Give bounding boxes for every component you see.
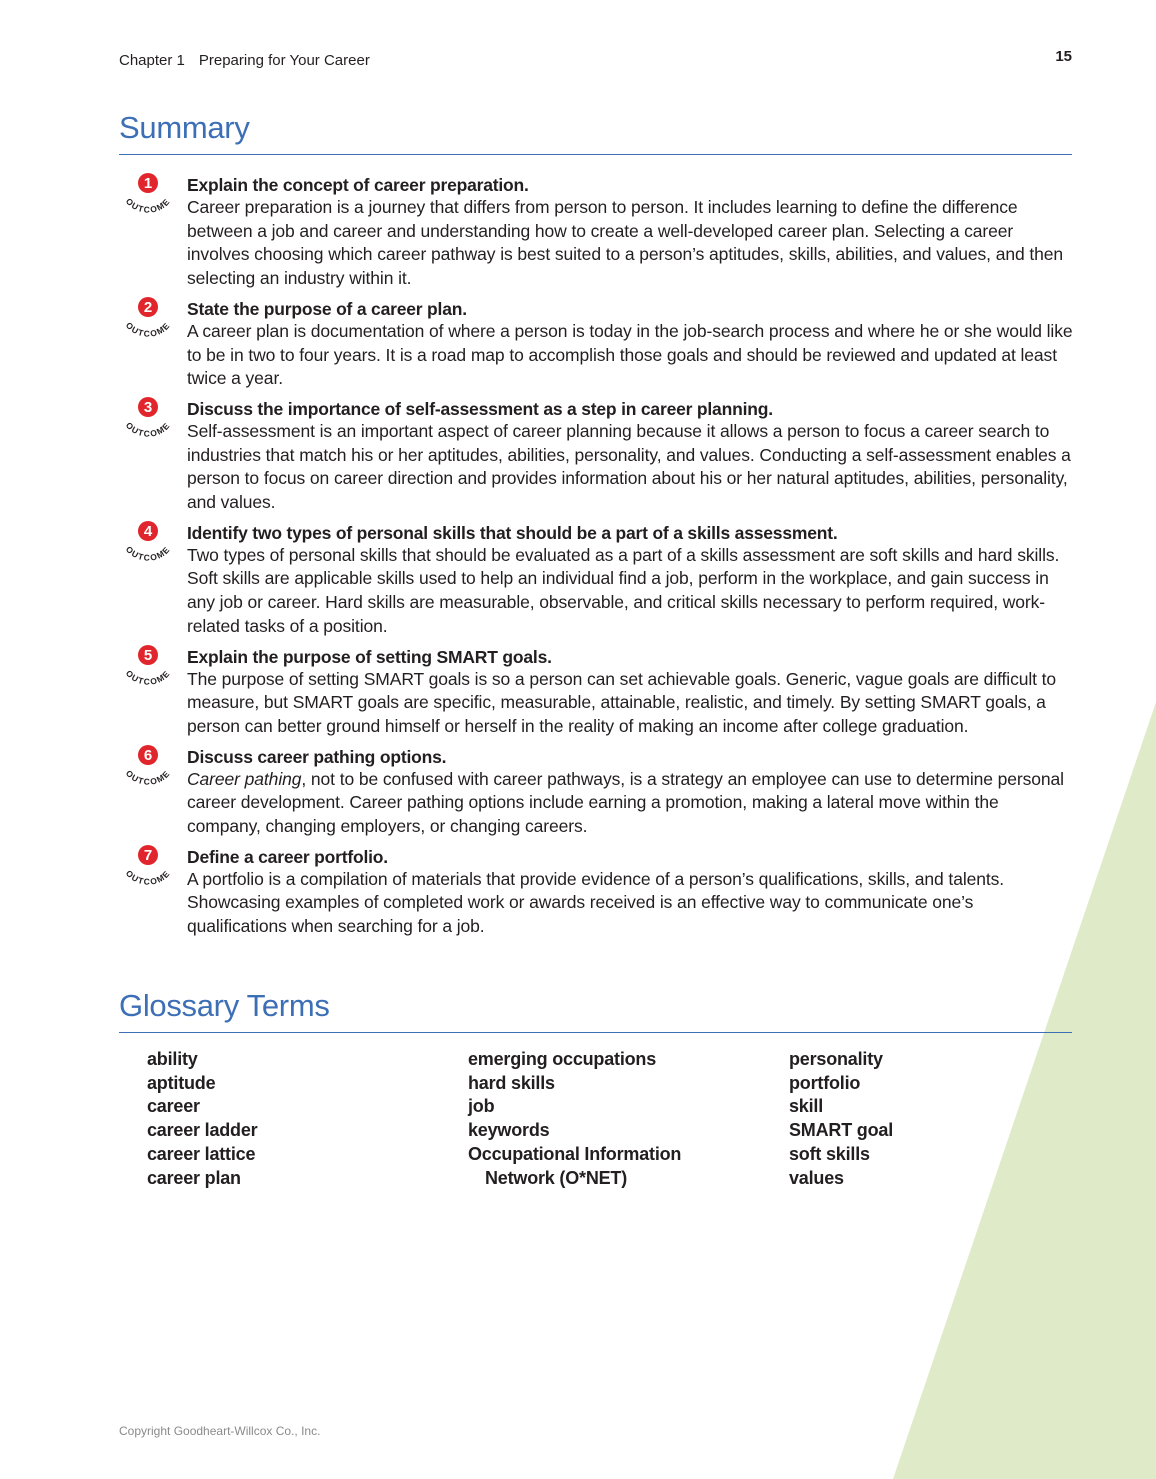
outcome-number: 5 — [143, 646, 153, 664]
outcome-badge-icon — [119, 396, 177, 440]
outcome-number: 3 — [143, 398, 153, 416]
outcome-body: Self-assessment is an important aspect of career planning because it allows a person to focus a career search to industries that match his or her aptitudes, abilities, personality, and values. Conducting a self-assessment enables a person to focus on career direction and provides information about his or her natural aptitudes, abilities, personality, and values. — [187, 420, 1071, 513]
outcome-badge-label: OUTCOME — [123, 196, 173, 215]
outcome-heading: Define a career portfolio. — [187, 846, 388, 867]
glossary-term: career lattice — [147, 1143, 256, 1164]
outcome-badge-label: OUTCOME — [123, 543, 173, 563]
outcome-body: Two types of personal skills that should be evaluated as a part of a skills assessment are soft skills and hard skills. Soft skills are applicable skills used to help an individual find a job, perform in the workplace, and gain success in any job or career. Hard skills are measurable, observable, and critical skills necessary to perform required, work-related tasks of a position. — [187, 544, 1060, 636]
outcome-heading: Explain the purpose of setting SMART goals. — [187, 646, 552, 667]
glossary-term: career — [147, 1096, 200, 1117]
outcome-heading: State the purpose of a career plan. — [187, 298, 467, 319]
outcome-heading: Discuss the importance of self-assessment as a step in career planning. — [187, 398, 773, 419]
glossary-term: values — [789, 1167, 844, 1188]
glossary-term: Occupational Information — [468, 1143, 682, 1164]
outcome-number: 6 — [143, 746, 153, 764]
glossary-term-continued — [468, 1167, 681, 1191]
outcome-heading: Discuss career pathing options. — [187, 746, 447, 767]
outcome-number: 7 — [143, 846, 153, 864]
outcome-number: 4 — [143, 522, 153, 540]
outcome-body-term: Career pathing — [187, 768, 302, 789]
outcome-badge-icon — [119, 844, 177, 888]
outcome-number: 1 — [143, 175, 153, 192]
summary-heading: Summary — [119, 110, 1072, 155]
outcome-badge-label: OUTCOME — [123, 767, 173, 787]
glossary-term: SMART goal — [789, 1120, 893, 1141]
outcome-badge-label: OUTCOME — [123, 667, 173, 687]
page-number: 15 — [1055, 48, 1072, 65]
glossary-term-indent: Network (O*NET) — [485, 1167, 628, 1188]
glossary-term: ability — [147, 1049, 198, 1069]
glossary-term: skill — [789, 1096, 824, 1117]
outcome-body: A portfolio is a compilation of materials that provide evidence of a person’s qualifications, skills, and talents. Showcasing examples of completed work or awards received is an effective way to communicate one’s qualifications when searching for a job. — [187, 868, 1005, 937]
outcome-badge-icon — [119, 172, 177, 216]
glossary-term: personality — [789, 1049, 883, 1069]
glossary-column — [789, 1048, 893, 1190]
outcome-body — [187, 768, 1074, 839]
glossary-term: portfolio — [789, 1072, 861, 1093]
outcome-body-text: , not to be confused with career pathways, is a strategy an employee can use to determine personal career development. Career pathing options include earning a promotion, making a lateral move within the company, changing employers, or changing careers. — [187, 768, 1064, 837]
glossary-column — [147, 1048, 257, 1190]
glossary-term: soft skills — [789, 1143, 870, 1164]
outcome-body: Career preparation is a journey that differs from person to person. It includes learning to define the difference between a job and career and understanding how to create a well-developed career plan. Selecting a career involves choosing which career pathway is best suited to a person’s aptitudes, skills, abilities, and values, and then selecting an industry within it. — [187, 197, 1064, 289]
chapter-label: Chapter 1 — [119, 52, 185, 69]
outcome-item — [119, 174, 1074, 291]
glossary-column — [468, 1048, 681, 1190]
glossary-heading: Glossary Terms — [119, 988, 1072, 1033]
outcome-item — [119, 522, 1074, 639]
copyright-notice: Copyright Goodheart-Willcox Co., Inc. — [119, 1424, 321, 1438]
outcome-item — [119, 398, 1074, 515]
outcome-badge-icon — [119, 296, 177, 340]
outcome-badge-icon — [119, 744, 177, 788]
glossary-term: hard skills — [468, 1072, 555, 1093]
glossary-term: emerging occupations — [468, 1049, 657, 1069]
glossary-term: aptitude — [147, 1072, 216, 1093]
outcome-number: 2 — [143, 298, 153, 316]
outcome-body: A career plan is documentation of where a person is today in the job-search process and where he or she would like to be in two to four years. It is a road map to accomplish those goals and should be reviewed and updated at least twice a year. — [187, 320, 1073, 389]
outcome-badge-label: OUTCOME — [123, 319, 173, 339]
running-head — [119, 52, 370, 69]
outcome-heading: Explain the concept of career preparation. — [187, 175, 529, 195]
outcomes-list — [119, 174, 1074, 946]
glossary-term: career plan — [147, 1167, 241, 1188]
outcome-badge-label: OUTCOME — [123, 419, 173, 439]
outcome-item — [119, 746, 1074, 839]
outcome-badge-icon — [119, 520, 177, 564]
glossary-term: career ladder — [147, 1120, 258, 1141]
outcome-body: The purpose of setting SMART goals is so a person can set achievable goals. Generic, vague goals are difficult to measure, but SMART goals are specific, measurable, attainable, realistic, and timely. By setting SMART goals, a person can better ground himself or herself in the reality of making an income after college graduation. — [187, 668, 1057, 736]
glossary-term: job — [468, 1096, 495, 1117]
outcome-item — [119, 846, 1074, 939]
outcome-badge-icon — [119, 644, 177, 688]
glossary-term: keywords — [468, 1120, 550, 1141]
outcome-heading: Identify two types of personal skills that should be a part of a skills assessment. — [187, 522, 838, 543]
chapter-title: Preparing for Your Career — [198, 52, 370, 69]
outcome-item — [119, 298, 1074, 391]
outcome-item — [119, 646, 1074, 739]
outcome-badge-label: OUTCOME — [123, 867, 173, 887]
